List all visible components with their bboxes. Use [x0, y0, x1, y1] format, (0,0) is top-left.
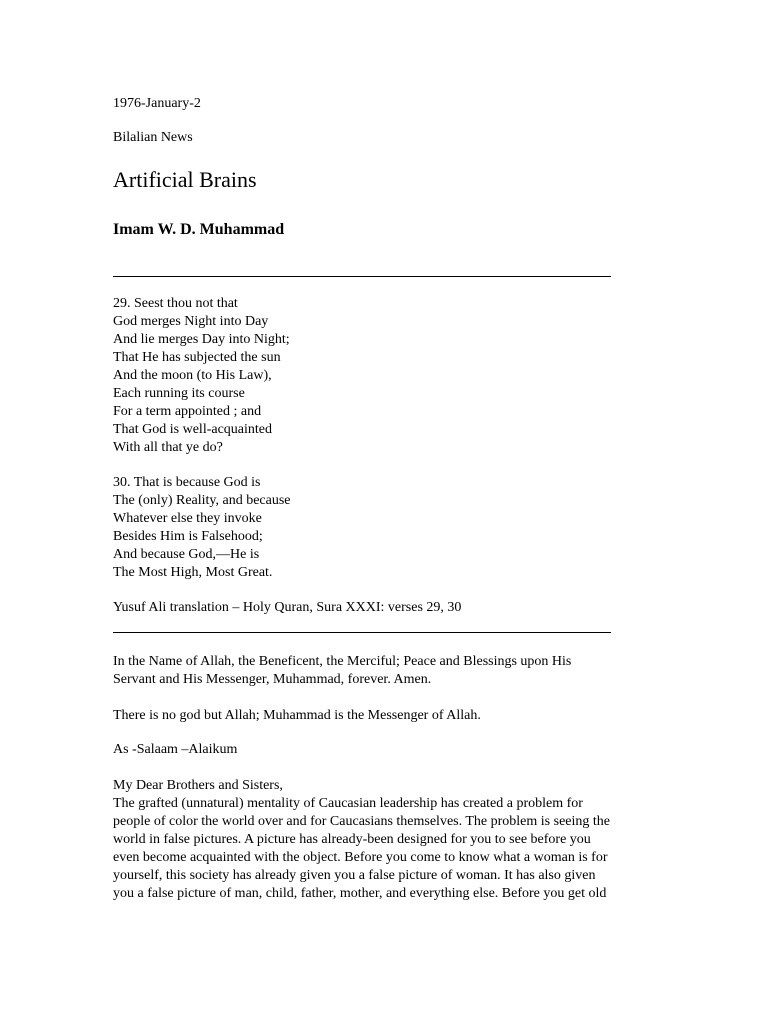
verse-30 [113, 474, 291, 582]
paragraph-line: people of color the world over and for Caucasians themselves. The problem is seeing the [113, 814, 610, 829]
paragraph-line: world in false pictures. A picture has already-been designed for you to see before you [113, 832, 591, 847]
paragraph-line: As -Salaam –Alaikum [113, 742, 238, 757]
invocation-paragraph [113, 653, 653, 689]
paragraph-line: There is no god but Allah; Muhammad is the Messenger of Allah. [113, 708, 481, 723]
paragraph-line: even become acquainted with the object. Before you come to know what a woman is for [113, 850, 608, 865]
verse-line: That God is well-acquainted [113, 422, 273, 437]
article-date: 1976-January-2 [113, 96, 201, 111]
paragraph-line: My Dear Brothers and Sisters, [113, 778, 283, 793]
article-author: Imam W. D. Muhammad [113, 221, 285, 238]
paragraph-line: you a false picture of man, child, father, mother, and everything else. Before you get old [113, 886, 607, 901]
horizontal-rule-top [113, 276, 611, 277]
verse-line: And the moon (to His Law), [113, 368, 272, 383]
verse-line: The (only) Reality, and because [113, 493, 291, 508]
publication-name: Bilalian News [113, 130, 193, 145]
verse-line: Besides Him is Falsehood; [113, 529, 263, 544]
shahada-paragraph [113, 707, 653, 725]
horizontal-rule-bottom [113, 632, 611, 633]
verse-line: And lie merges Day into Night; [113, 332, 290, 347]
verse-29 [113, 295, 290, 457]
verse-line: 30. That is because God is [113, 475, 261, 490]
verse-line: With all that ye do? [113, 440, 223, 455]
verse-line: Each running its course [113, 386, 245, 401]
verse-line: 29. Seest thou not that [113, 296, 238, 311]
paragraph-line: yourself, this society has already given you a false picture of woman. It has also given [113, 868, 596, 883]
article-title: Artificial Brains [113, 167, 257, 192]
paragraph-line: Servant and His Messenger, Muhammad, forever. Amen. [113, 672, 432, 687]
verse-line: Whatever else they invoke [113, 511, 262, 526]
verse-line: That He has subjected the sun [113, 350, 281, 365]
body-paragraph [113, 777, 653, 903]
verse-line: And because God,—He is [113, 547, 260, 562]
verse-line: The Most High, Most Great. [113, 565, 273, 580]
paragraph-line: The grafted (unnatural) mentality of Caucasian leadership has created a problem for [113, 796, 583, 811]
paragraph-line: In the Name of Allah, the Beneficent, the Merciful; Peace and Blessings upon His [113, 654, 572, 669]
greeting-paragraph [113, 741, 653, 759]
verse-line: God merges Night into Day [113, 314, 269, 329]
verse-line: For a term appointed ; and [113, 404, 262, 419]
verse-citation: Yusuf Ali translation – Holy Quran, Sura XXXI: verses 29, 30 [113, 600, 462, 615]
